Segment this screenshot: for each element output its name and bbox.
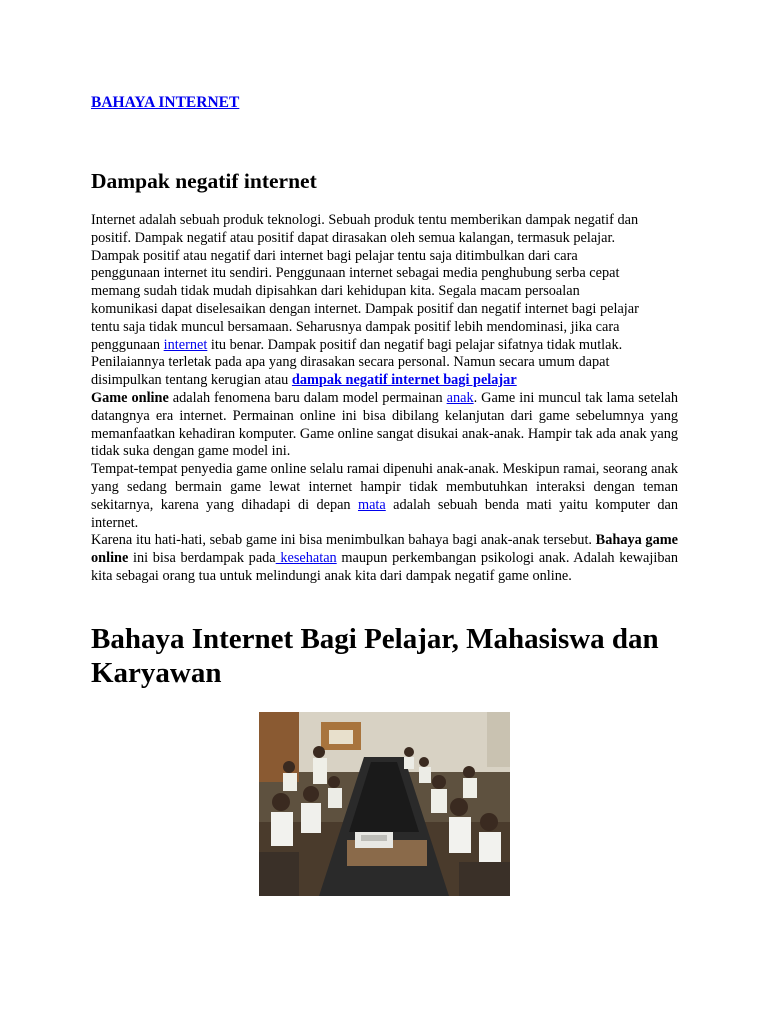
paragraph-hati-hati — [91, 532, 678, 585]
paragraph-text: adalah sebuah benda mati yaitu komputer dan internet. — [91, 496, 678, 531]
paragraph-text: Tempat-tempat penyedia game online selalu ramai dipenuhi anak-anak. Meskipun ramai, seorang anak yang sedang bermain game lewat internet hampir tidak membutuhkan interaksi dengan teman sekitarnya, karena yang dihadapi di depan — [91, 461, 678, 513]
bold-term: Game online — [91, 389, 169, 406]
paragraph-intro — [91, 212, 678, 390]
mata-link[interactable]: mata — [357, 496, 386, 513]
article-body — [91, 212, 678, 586]
photo-illustration — [259, 712, 510, 896]
text-line: Dampak positif atau negatif dari internet bagi pelajar tentu saja ditimbulkan dari cara — [91, 247, 578, 264]
text-line: penggunaan internet itu sendiri. Penggunaan internet sebagai media penghubung serba cepat — [91, 265, 620, 282]
section-heading: Dampak negatif internet — [91, 169, 317, 193]
paragraph-text: maupun perkembangan psikologi anak. Adalah kewajiban kita sebagai orang tua untuk melindungi anak kita dari dampak negatif game online. — [91, 550, 678, 584]
text-line: Penilaiannya terletak pada apa yang dirasakan secara personal. Namun secara umum dapat — [91, 354, 610, 371]
paragraph-text: Karena itu hati-hati, sebab game ini bisa menimbulkan bahaya bagi anak-anak tersebut. — [91, 532, 596, 549]
text-line: positif. Dampak negatif atau positif dapat dirasakan oleh semua kalangan, termasuk pelajar. — [91, 229, 616, 246]
bahaya-internet-link[interactable]: BAHAYA INTERNET — [91, 94, 240, 111]
paragraph-game-online — [91, 390, 678, 461]
main-heading: Bahaya Internet Bagi Pelajar, Mahasiswa dan Karyawan — [91, 623, 659, 689]
paragraph-tempat — [91, 461, 678, 532]
text-line: tentu saja tidak muncul bersamaan. Seharusnya dampak positif lebih mendominasi, jika cara — [91, 318, 620, 335]
paragraph-text: . Game ini muncul tak lama setelah datangnya era internet. Permainan online ini bisa dibilang kelanjutan dari game sebelumnya yang memanfaatkan kehadiran komputer. Game online sangat disukai anak-anak. Hampir tak ada anak yang tidak suka dengan game model ini. — [91, 389, 678, 460]
internet-link[interactable]: internet — [163, 336, 208, 353]
paragraph-text: ini bisa berdampak pada — [128, 550, 276, 567]
text-line: komunikasi dapat diselesaikan dengan internet. Dampak positif dan negatif internet bagi pelajar — [91, 300, 639, 317]
dampak-negatif-link[interactable]: dampak negatif internet bagi pelajar — [291, 372, 517, 389]
text-line: disimpulkan tentang kerugian atau — [91, 372, 292, 389]
text-line: memang sudah tidak mudah dipisahkan dari kehidupan kita. Segala macam persoalan — [91, 283, 580, 300]
paragraph-text: adalah fenomena baru dalam model permainan — [168, 389, 447, 406]
classroom-computer-lab-photo — [259, 712, 510, 896]
kesehatan-link[interactable]: kesehatan — [275, 550, 337, 567]
text-line: Internet adalah sebuah produk teknologi. Sebuah produk tentu memberikan dampak negatif dan — [91, 212, 639, 228]
anak-link[interactable]: anak — [446, 389, 474, 406]
text-line: itu benar. Dampak positif dan negatif bagi pelajar sifatnya tidak mutlak. — [207, 336, 623, 353]
text-line: penggunaan — [91, 336, 164, 353]
bold-term: Bahaya game online — [91, 532, 678, 567]
